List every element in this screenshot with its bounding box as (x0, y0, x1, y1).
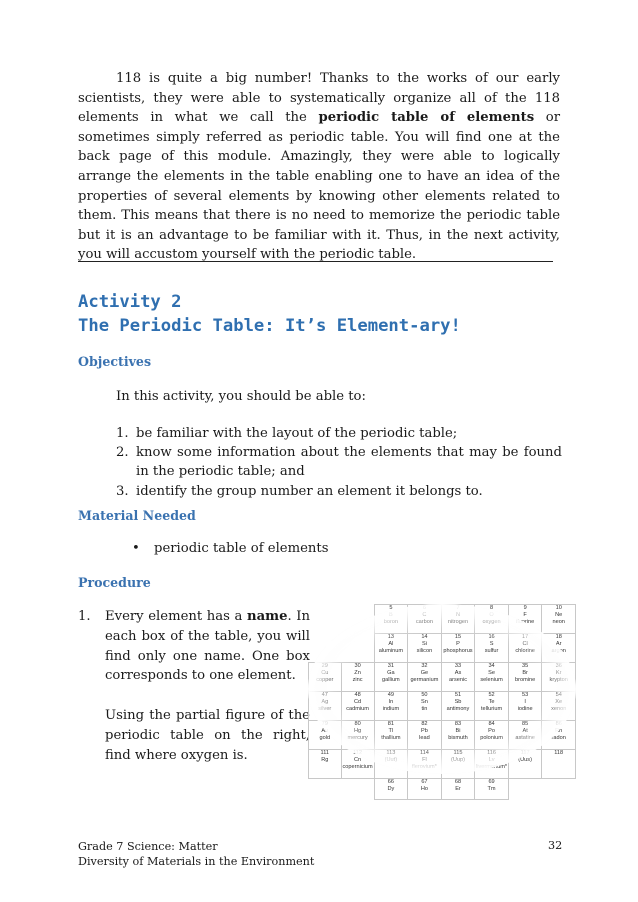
atomic-number: 86 (555, 721, 562, 727)
step-text (105, 607, 310, 766)
atomic-number: 117 (520, 750, 530, 756)
element-name: zinc (352, 677, 363, 684)
element-symbol: (Uut) (384, 757, 398, 764)
element-symbol: Fl (422, 757, 427, 764)
element-cell (374, 663, 408, 692)
periodic-table-empty-cell (341, 634, 374, 663)
element-cell (374, 750, 408, 779)
atomic-number: 66 (387, 779, 394, 785)
periodic-table-grid (308, 604, 576, 800)
element-cell (508, 692, 542, 721)
bullet-icon: • (132, 541, 140, 556)
element-cell (475, 634, 509, 663)
element-symbol: Er (455, 786, 461, 793)
atomic-number: 7 (456, 605, 460, 611)
element-name: oxygen (482, 619, 501, 626)
atomic-number: 50 (421, 692, 428, 698)
element-cell (475, 663, 509, 692)
periodic-table-empty-cell (309, 779, 342, 800)
element-name: flerovium* (412, 764, 437, 771)
element-cell (374, 692, 408, 721)
periodic-table-empty-cell (542, 779, 576, 800)
element-symbol: O (489, 612, 494, 619)
objective-text: identify the group number an element it belongs to. (136, 483, 483, 499)
element-symbol: Rn (555, 728, 563, 735)
element-symbol: Zn (354, 670, 361, 677)
element-name: copernicium (342, 764, 373, 771)
objective-number: 2. (116, 445, 129, 461)
partial-periodic-table-figure (308, 604, 576, 793)
element-name: astatine (515, 735, 535, 742)
atomic-number: 83 (454, 721, 462, 727)
element-cell (408, 750, 442, 779)
atomic-number: 33 (454, 663, 462, 669)
element-symbol: Sb (454, 699, 462, 706)
materials-heading: Material Needed (78, 508, 196, 523)
element-symbol: As (454, 670, 462, 677)
element-cell (341, 721, 374, 750)
element-name: silicon (416, 648, 433, 655)
element-name: tin (421, 706, 428, 713)
element-cell (542, 634, 576, 663)
element-cell (441, 779, 475, 800)
element-symbol: C (422, 612, 427, 619)
atomic-number: 35 (522, 663, 529, 669)
element-name: bromine (515, 677, 536, 684)
element-symbol: Cn (353, 757, 362, 764)
element-cell (341, 663, 374, 692)
element-name: carbon (415, 619, 433, 626)
element-name: germanium (410, 677, 439, 684)
intro-text-pre: 118 is quite a big number! Thanks to the works of our early scientists, they were able to systematically organize all of the 118 elements in what we call the (78, 71, 560, 126)
atomic-number: 30 (354, 663, 361, 669)
atomic-number: 52 (488, 692, 495, 698)
element-symbol: Cl (522, 641, 528, 648)
objective-text: know some information about the elements that may be found in the periodic table; and (136, 445, 562, 480)
atomic-number: 53 (522, 692, 529, 698)
element-symbol: Cu (321, 670, 329, 677)
element-name: thallium (381, 735, 401, 742)
element-cell (309, 692, 342, 721)
periodic-table-row (309, 605, 576, 634)
periodic-table-row (309, 663, 576, 692)
element-symbol: Ne (555, 612, 563, 619)
element-cell (408, 692, 442, 721)
atomic-number: 32 (421, 663, 428, 669)
element-name: argon (551, 648, 566, 655)
element-symbol: Rg (321, 757, 329, 764)
element-symbol: Po (488, 728, 495, 735)
atomic-number: 47 (321, 692, 328, 698)
element-symbol: B (389, 612, 393, 619)
element-cell (441, 750, 475, 779)
element-name: gold (319, 735, 331, 742)
element-cell (508, 721, 542, 750)
atomic-number: 69 (488, 779, 495, 785)
element-name: fluorine (515, 619, 535, 626)
intro-paragraph (78, 69, 560, 265)
element-cell (408, 721, 442, 750)
element-name: cadmium (346, 706, 369, 713)
element-cell (408, 634, 442, 663)
element-cell (374, 605, 408, 634)
element-cell (475, 750, 509, 779)
atomic-number: 82 (421, 721, 428, 727)
element-name: boron (383, 619, 399, 626)
atomic-number: 79 (321, 721, 328, 727)
element-cell (309, 750, 342, 779)
element-symbol: Tl (388, 728, 394, 735)
element-cell (309, 663, 342, 692)
element-cell (542, 605, 576, 634)
atomic-number: 48 (354, 692, 361, 698)
element-symbol: Ar (555, 641, 562, 648)
element-symbol: Se (488, 670, 495, 677)
element-name: chlorine (515, 648, 535, 655)
element-name: radon (551, 735, 566, 742)
element-symbol: Pb (421, 728, 428, 735)
atomic-number: 6 (422, 605, 426, 611)
footer-left (78, 839, 314, 869)
material-text: periodic table of elements (154, 541, 329, 556)
intro-text-bold: periodic table of elements (318, 110, 535, 126)
element-cell (542, 692, 576, 721)
atomic-number: 5 (389, 605, 393, 611)
atomic-number: 51 (454, 692, 462, 698)
footer-module: Diversity of Materials in the Environment (78, 855, 315, 868)
element-cell (408, 605, 442, 634)
objectives-heading: Objectives (78, 354, 152, 369)
periodic-table-empty-cell (508, 779, 542, 800)
element-symbol: Br (522, 670, 528, 677)
atomic-number: 85 (522, 721, 529, 727)
element-symbol: Al (388, 641, 394, 648)
element-name: xenon (551, 706, 567, 713)
periodic-table-empty-cell (341, 779, 374, 800)
activity-number: Activity 2 (78, 292, 182, 312)
atomic-number: 116 (487, 750, 497, 756)
element-cell (341, 750, 374, 779)
element-name: krypton (549, 677, 568, 684)
objective-number: 1. (116, 426, 129, 441)
atomic-number: 111 (320, 750, 330, 756)
element-cell (408, 779, 442, 800)
atomic-number: 16 (488, 634, 495, 640)
atomic-number: 118 (554, 750, 564, 756)
element-symbol: Cd (353, 699, 362, 706)
element-cell (309, 721, 342, 750)
atomic-number: 31 (387, 663, 394, 669)
objective-item (116, 482, 562, 501)
page-number: 32 (548, 839, 563, 852)
atomic-number: 54 (555, 692, 562, 698)
element-symbol: Ag (321, 699, 329, 706)
element-name: polonium (480, 735, 503, 742)
periodic-table-empty-cell (341, 605, 374, 634)
element-name: iodine (517, 706, 533, 713)
atomic-number: 29 (321, 663, 328, 669)
element-symbol: I (524, 699, 526, 706)
element-symbol: F (523, 612, 527, 619)
objective-text: be familiar with the layout of the periodic table; (136, 426, 458, 441)
objectives-list (116, 424, 562, 501)
element-cell (441, 634, 475, 663)
element-cell (542, 750, 576, 779)
step-text-post: . In each box of the table, you will find only one name. One box corresponds to one element. (105, 609, 310, 684)
element-cell (441, 721, 475, 750)
element-symbol: S (489, 641, 494, 648)
element-name: neon (552, 619, 565, 626)
element-cell (475, 692, 509, 721)
element-symbol: N (455, 612, 461, 619)
atomic-number: 9 (523, 605, 527, 611)
atomic-number: 81 (387, 721, 394, 727)
periodic-table-row (309, 634, 576, 663)
element-name: aluminum (378, 648, 403, 655)
element-cell (508, 634, 542, 663)
objectives-intro: In this activity, you should be able to: (116, 389, 366, 404)
element-symbol: Hg (353, 728, 362, 735)
element-name: tellurium (480, 706, 503, 713)
activity-heading (78, 290, 461, 338)
element-name: indium (382, 706, 400, 713)
atomic-number: 112 (353, 750, 363, 756)
periodic-table-empty-cell (309, 634, 342, 663)
footer-course: Grade 7 Science: Matter (78, 840, 218, 853)
element-cell (341, 692, 374, 721)
element-symbol: In (388, 699, 394, 706)
element-cell (475, 605, 509, 634)
atomic-number: 15 (454, 634, 462, 640)
element-cell (374, 634, 408, 663)
element-symbol: Sn (421, 699, 428, 706)
objective-item (116, 443, 562, 481)
element-name: lead (419, 735, 430, 742)
element-cell (441, 605, 475, 634)
element-symbol: Si (421, 641, 427, 648)
periodic-table-row (309, 750, 576, 779)
atomic-number: 113 (386, 750, 396, 756)
element-cell (441, 663, 475, 692)
element-symbol: Lv (488, 757, 495, 764)
element-name: mercury (347, 735, 368, 742)
atomic-number: 68 (454, 779, 462, 785)
step-text-pre: Every element has a (105, 609, 247, 624)
element-cell (508, 605, 542, 634)
element-symbol: (Uup) (451, 757, 465, 764)
step-text-bold: name (247, 609, 288, 624)
atomic-number: 67 (421, 779, 428, 785)
atomic-number: 80 (354, 721, 361, 727)
atomic-number: 49 (387, 692, 394, 698)
objective-number: 3. (116, 483, 129, 499)
objective-item (116, 424, 562, 443)
element-name: arsenic (448, 677, 468, 684)
step-instruction: Using the partial figure of the periodic table on the right, find where oxygen is. (105, 708, 310, 763)
atomic-number: 10 (555, 605, 562, 611)
atomic-number: 114 (419, 750, 429, 756)
periodic-table-row (309, 721, 576, 750)
element-symbol: Dy (387, 786, 395, 793)
element-name: bismuth (448, 735, 468, 742)
element-cell (441, 692, 475, 721)
procedure-heading: Procedure (78, 575, 151, 590)
atomic-number: 14 (421, 634, 428, 640)
element-cell (542, 663, 576, 692)
element-symbol: Te (488, 699, 495, 706)
atomic-number: 13 (387, 634, 394, 640)
element-name: phosphorus (443, 648, 473, 655)
element-name: silver (318, 706, 332, 713)
element-cell (542, 721, 576, 750)
element-cell (475, 721, 509, 750)
element-name: livermorium* (476, 764, 508, 771)
element-symbol: (Uus) (518, 757, 532, 764)
element-symbol: Xe (555, 699, 563, 706)
element-symbol: Ge (420, 670, 429, 677)
atomic-number: 17 (522, 634, 529, 640)
element-cell (508, 663, 542, 692)
atomic-number: 115 (453, 750, 463, 756)
element-cell (408, 663, 442, 692)
element-symbol: Tm (487, 786, 496, 793)
element-name: sulfur (484, 648, 499, 655)
element-symbol: Kr (555, 670, 562, 677)
periodic-table-empty-cell (309, 605, 342, 634)
element-symbol: Ho (420, 786, 429, 793)
element-name: nitrogen (447, 619, 469, 626)
atomic-number: 34 (488, 663, 495, 669)
intro-text-post: or sometimes simply referred as periodic table. You will find one at the back page of this module. Amazingly, they were able to logically arrange the elements in the table enabling one to have an idea of the properties of several elements by knowing other elements related to them. This means that there is no need to memorize the periodic table but it is an advantage to be familiar with it. Thus, in the next activity, you will accustom yourself with the periodic table. (78, 110, 561, 263)
atomic-number: 18 (555, 634, 562, 640)
element-name: gallium (382, 677, 400, 684)
element-name: antimony (446, 706, 470, 713)
periodic-table-row (309, 779, 576, 800)
element-symbol: P (456, 641, 460, 648)
element-symbol: Bi (455, 728, 461, 735)
atomic-number: 36 (555, 663, 562, 669)
element-symbol: At (522, 728, 528, 735)
atomic-number: 8 (490, 605, 494, 611)
activity-title: The Periodic Table: It’s Element-ary! (78, 316, 461, 336)
periodic-table-row (309, 692, 576, 721)
step-number: 1. (78, 609, 91, 624)
atomic-number: 84 (488, 721, 495, 727)
element-name: selenium (480, 677, 503, 684)
element-symbol: Ga (387, 670, 395, 677)
element-symbol: Au (321, 728, 329, 735)
section-divider (78, 261, 553, 262)
element-cell (508, 750, 542, 779)
element-cell (475, 779, 509, 800)
element-name: copper (316, 677, 334, 684)
element-cell (374, 721, 408, 750)
element-cell (374, 779, 408, 800)
